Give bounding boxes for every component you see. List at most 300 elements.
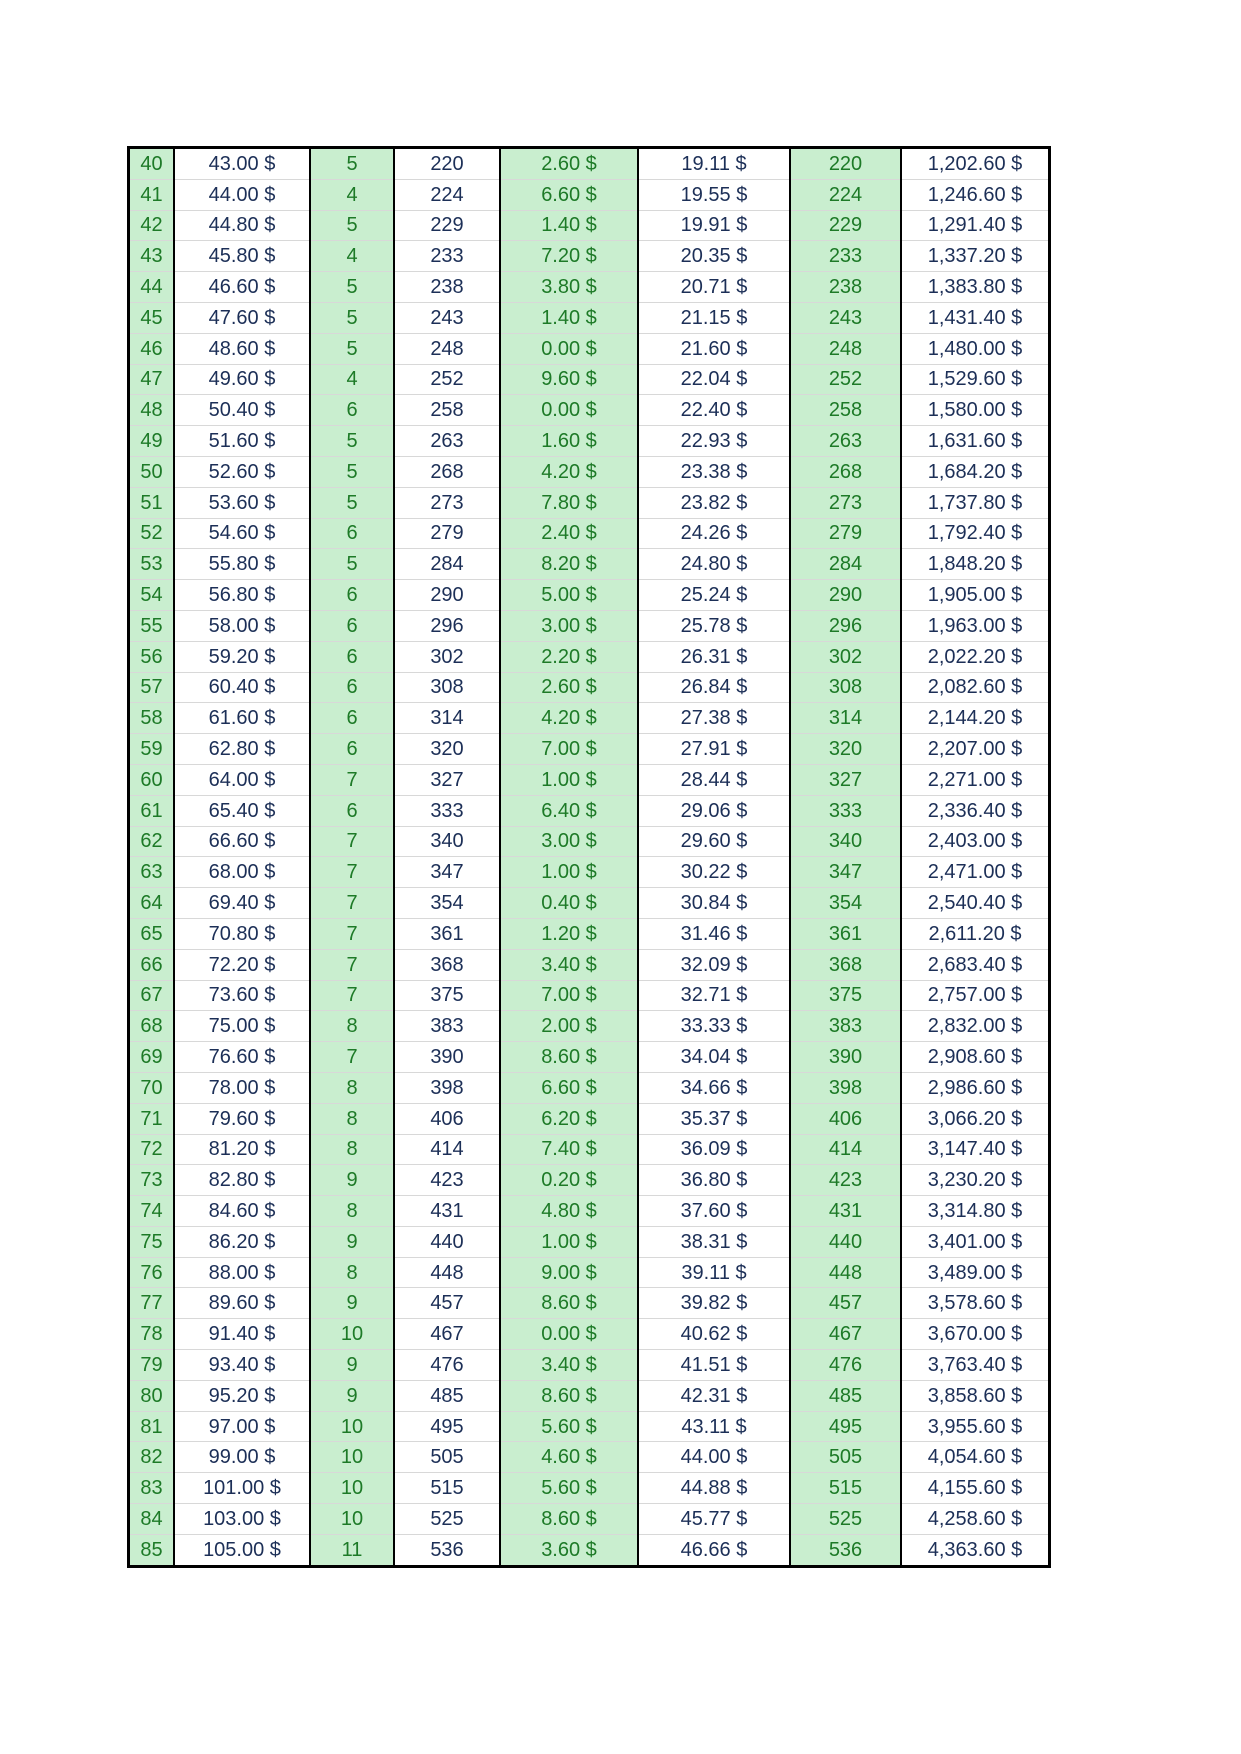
cell-qty[interactable]: 11 — [310, 1534, 394, 1566]
cell-row-number[interactable]: 50 — [129, 456, 175, 487]
cell-row-number[interactable]: 73 — [129, 1165, 175, 1196]
cell-count-b[interactable]: 268 — [790, 456, 901, 487]
cell-row-number[interactable]: 59 — [129, 734, 175, 765]
cell-total[interactable]: 4,155.60 $ — [901, 1473, 1050, 1504]
cell-qty[interactable]: 5 — [310, 487, 394, 518]
cell-price[interactable]: 91.40 $ — [174, 1319, 310, 1350]
cell-row-number[interactable]: 68 — [129, 1011, 175, 1042]
cell-unit-cost[interactable]: 27.91 $ — [638, 734, 790, 765]
cell-total[interactable]: 3,578.60 $ — [901, 1288, 1050, 1319]
cell-count-a[interactable]: 476 — [394, 1350, 500, 1381]
cell-price[interactable]: 64.00 $ — [174, 764, 310, 795]
cell-unit-cost[interactable]: 22.04 $ — [638, 364, 790, 395]
cell-qty[interactable]: 5 — [310, 426, 394, 457]
cell-unit-cost[interactable]: 32.71 $ — [638, 980, 790, 1011]
cell-remainder[interactable]: 3.40 $ — [500, 1350, 638, 1381]
cell-unit-cost[interactable]: 39.82 $ — [638, 1288, 790, 1319]
cell-qty[interactable]: 8 — [310, 1134, 394, 1165]
cell-row-number[interactable]: 72 — [129, 1134, 175, 1165]
cell-count-b[interactable]: 258 — [790, 395, 901, 426]
cell-count-b[interactable]: 273 — [790, 487, 901, 518]
cell-qty[interactable]: 6 — [310, 734, 394, 765]
cell-unit-cost[interactable]: 43.11 $ — [638, 1411, 790, 1442]
cell-count-b[interactable]: 515 — [790, 1473, 901, 1504]
cell-count-b[interactable]: 224 — [790, 179, 901, 210]
cell-count-b[interactable]: 327 — [790, 764, 901, 795]
cell-count-a[interactable]: 243 — [394, 302, 500, 333]
cell-qty[interactable]: 10 — [310, 1319, 394, 1350]
cell-price[interactable]: 49.60 $ — [174, 364, 310, 395]
cell-total[interactable]: 1,905.00 $ — [901, 580, 1050, 611]
cell-remainder[interactable]: 8.60 $ — [500, 1042, 638, 1073]
cell-unit-cost[interactable]: 20.35 $ — [638, 241, 790, 272]
cell-qty[interactable]: 6 — [310, 610, 394, 641]
cell-remainder[interactable]: 8.60 $ — [500, 1288, 638, 1319]
cell-count-b[interactable]: 229 — [790, 210, 901, 241]
cell-unit-cost[interactable]: 33.33 $ — [638, 1011, 790, 1042]
cell-row-number[interactable]: 51 — [129, 487, 175, 518]
cell-row-number[interactable]: 46 — [129, 333, 175, 364]
cell-count-a[interactable]: 302 — [394, 641, 500, 672]
cell-remainder[interactable]: 1.60 $ — [500, 426, 638, 457]
cell-count-b[interactable]: 354 — [790, 888, 901, 919]
cell-qty[interactable]: 4 — [310, 179, 394, 210]
cell-count-b[interactable]: 238 — [790, 272, 901, 303]
cell-count-a[interactable]: 505 — [394, 1442, 500, 1473]
cell-total[interactable]: 1,383.80 $ — [901, 272, 1050, 303]
cell-remainder[interactable]: 7.40 $ — [500, 1134, 638, 1165]
cell-row-number[interactable]: 54 — [129, 580, 175, 611]
cell-row-number[interactable]: 60 — [129, 764, 175, 795]
cell-count-a[interactable]: 258 — [394, 395, 500, 426]
cell-count-b[interactable]: 320 — [790, 734, 901, 765]
cell-price[interactable]: 88.00 $ — [174, 1257, 310, 1288]
cell-qty[interactable]: 4 — [310, 241, 394, 272]
cell-total[interactable]: 1,737.80 $ — [901, 487, 1050, 518]
cell-count-a[interactable]: 314 — [394, 703, 500, 734]
cell-qty[interactable]: 10 — [310, 1473, 394, 1504]
cell-unit-cost[interactable]: 31.46 $ — [638, 918, 790, 949]
cell-price[interactable]: 65.40 $ — [174, 795, 310, 826]
cell-row-number[interactable]: 57 — [129, 672, 175, 703]
cell-price[interactable]: 69.40 $ — [174, 888, 310, 919]
cell-remainder[interactable]: 9.60 $ — [500, 364, 638, 395]
cell-count-a[interactable]: 414 — [394, 1134, 500, 1165]
cell-count-a[interactable]: 233 — [394, 241, 500, 272]
cell-remainder[interactable]: 2.20 $ — [500, 641, 638, 672]
cell-unit-cost[interactable]: 45.77 $ — [638, 1504, 790, 1535]
cell-unit-cost[interactable]: 23.38 $ — [638, 456, 790, 487]
cell-price[interactable]: 48.60 $ — [174, 333, 310, 364]
cell-price[interactable]: 93.40 $ — [174, 1350, 310, 1381]
cell-count-a[interactable]: 290 — [394, 580, 500, 611]
cell-count-b[interactable]: 243 — [790, 302, 901, 333]
cell-remainder[interactable]: 5.60 $ — [500, 1411, 638, 1442]
cell-row-number[interactable]: 52 — [129, 518, 175, 549]
cell-unit-cost[interactable]: 36.09 $ — [638, 1134, 790, 1165]
cell-row-number[interactable]: 71 — [129, 1103, 175, 1134]
cell-count-a[interactable]: 485 — [394, 1380, 500, 1411]
cell-qty[interactable]: 10 — [310, 1411, 394, 1442]
cell-qty[interactable]: 10 — [310, 1504, 394, 1535]
cell-qty[interactable]: 5 — [310, 210, 394, 241]
cell-count-b[interactable]: 220 — [790, 148, 901, 180]
cell-total[interactable]: 1,337.20 $ — [901, 241, 1050, 272]
cell-count-a[interactable]: 525 — [394, 1504, 500, 1535]
cell-remainder[interactable]: 2.40 $ — [500, 518, 638, 549]
cell-count-a[interactable]: 340 — [394, 826, 500, 857]
cell-count-a[interactable]: 495 — [394, 1411, 500, 1442]
cell-remainder[interactable]: 0.00 $ — [500, 1319, 638, 1350]
cell-count-a[interactable]: 279 — [394, 518, 500, 549]
cell-unit-cost[interactable]: 21.15 $ — [638, 302, 790, 333]
cell-count-a[interactable]: 361 — [394, 918, 500, 949]
cell-qty[interactable]: 7 — [310, 918, 394, 949]
cell-total[interactable]: 2,471.00 $ — [901, 857, 1050, 888]
cell-remainder[interactable]: 1.40 $ — [500, 210, 638, 241]
cell-qty[interactable]: 5 — [310, 549, 394, 580]
cell-unit-cost[interactable]: 20.71 $ — [638, 272, 790, 303]
cell-unit-cost[interactable]: 25.24 $ — [638, 580, 790, 611]
cell-unit-cost[interactable]: 19.91 $ — [638, 210, 790, 241]
cell-count-b[interactable]: 279 — [790, 518, 901, 549]
cell-price[interactable]: 97.00 $ — [174, 1411, 310, 1442]
cell-remainder[interactable]: 6.20 $ — [500, 1103, 638, 1134]
cell-count-b[interactable]: 431 — [790, 1196, 901, 1227]
cell-total[interactable]: 2,832.00 $ — [901, 1011, 1050, 1042]
cell-count-b[interactable]: 308 — [790, 672, 901, 703]
cell-unit-cost[interactable]: 26.84 $ — [638, 672, 790, 703]
cell-remainder[interactable]: 4.80 $ — [500, 1196, 638, 1227]
cell-count-a[interactable]: 406 — [394, 1103, 500, 1134]
cell-row-number[interactable]: 45 — [129, 302, 175, 333]
cell-count-b[interactable]: 440 — [790, 1226, 901, 1257]
cell-price[interactable]: 46.60 $ — [174, 272, 310, 303]
cell-unit-cost[interactable]: 25.78 $ — [638, 610, 790, 641]
cell-row-number[interactable]: 53 — [129, 549, 175, 580]
cell-row-number[interactable]: 76 — [129, 1257, 175, 1288]
cell-remainder[interactable]: 0.40 $ — [500, 888, 638, 919]
cell-row-number[interactable]: 77 — [129, 1288, 175, 1319]
cell-price[interactable]: 47.60 $ — [174, 302, 310, 333]
cell-unit-cost[interactable]: 34.66 $ — [638, 1072, 790, 1103]
cell-total[interactable]: 3,763.40 $ — [901, 1350, 1050, 1381]
cell-qty[interactable]: 9 — [310, 1226, 394, 1257]
cell-unit-cost[interactable]: 34.04 $ — [638, 1042, 790, 1073]
cell-price[interactable]: 56.80 $ — [174, 580, 310, 611]
cell-remainder[interactable]: 7.20 $ — [500, 241, 638, 272]
cell-unit-cost[interactable]: 22.93 $ — [638, 426, 790, 457]
cell-count-b[interactable]: 423 — [790, 1165, 901, 1196]
cell-unit-cost[interactable]: 35.37 $ — [638, 1103, 790, 1134]
cell-count-a[interactable]: 383 — [394, 1011, 500, 1042]
cell-count-b[interactable]: 296 — [790, 610, 901, 641]
cell-total[interactable]: 1,631.60 $ — [901, 426, 1050, 457]
cell-price[interactable]: 45.80 $ — [174, 241, 310, 272]
cell-row-number[interactable]: 79 — [129, 1350, 175, 1381]
cell-total[interactable]: 2,611.20 $ — [901, 918, 1050, 949]
cell-total[interactable]: 4,363.60 $ — [901, 1534, 1050, 1566]
cell-unit-cost[interactable]: 41.51 $ — [638, 1350, 790, 1381]
cell-unit-cost[interactable]: 40.62 $ — [638, 1319, 790, 1350]
cell-total[interactable]: 2,022.20 $ — [901, 641, 1050, 672]
cell-remainder[interactable]: 3.60 $ — [500, 1534, 638, 1566]
cell-row-number[interactable]: 42 — [129, 210, 175, 241]
cell-count-a[interactable]: 220 — [394, 148, 500, 180]
cell-price[interactable]: 44.00 $ — [174, 179, 310, 210]
cell-qty[interactable]: 5 — [310, 456, 394, 487]
cell-remainder[interactable]: 6.40 $ — [500, 795, 638, 826]
cell-total[interactable]: 2,207.00 $ — [901, 734, 1050, 765]
cell-count-b[interactable]: 414 — [790, 1134, 901, 1165]
cell-count-b[interactable]: 333 — [790, 795, 901, 826]
cell-total[interactable]: 1,480.00 $ — [901, 333, 1050, 364]
cell-remainder[interactable]: 0.00 $ — [500, 395, 638, 426]
cell-unit-cost[interactable]: 22.40 $ — [638, 395, 790, 426]
cell-total[interactable]: 1,431.40 $ — [901, 302, 1050, 333]
cell-row-number[interactable]: 67 — [129, 980, 175, 1011]
cell-remainder[interactable]: 3.80 $ — [500, 272, 638, 303]
cell-row-number[interactable]: 41 — [129, 179, 175, 210]
cell-price[interactable]: 78.00 $ — [174, 1072, 310, 1103]
cell-count-a[interactable]: 320 — [394, 734, 500, 765]
cell-row-number[interactable]: 80 — [129, 1380, 175, 1411]
cell-count-b[interactable]: 525 — [790, 1504, 901, 1535]
cell-unit-cost[interactable]: 46.66 $ — [638, 1534, 790, 1566]
cell-count-b[interactable]: 398 — [790, 1072, 901, 1103]
cell-qty[interactable]: 7 — [310, 1042, 394, 1073]
cell-total[interactable]: 1,848.20 $ — [901, 549, 1050, 580]
cell-count-b[interactable]: 536 — [790, 1534, 901, 1566]
cell-row-number[interactable]: 63 — [129, 857, 175, 888]
cell-total[interactable]: 4,258.60 $ — [901, 1504, 1050, 1535]
cell-count-b[interactable]: 290 — [790, 580, 901, 611]
cell-total[interactable]: 3,489.00 $ — [901, 1257, 1050, 1288]
cell-qty[interactable]: 8 — [310, 1257, 394, 1288]
cell-total[interactable]: 3,230.20 $ — [901, 1165, 1050, 1196]
cell-qty[interactable]: 6 — [310, 580, 394, 611]
cell-count-b[interactable]: 248 — [790, 333, 901, 364]
cell-qty[interactable]: 6 — [310, 641, 394, 672]
cell-remainder[interactable]: 1.00 $ — [500, 1226, 638, 1257]
cell-row-number[interactable]: 62 — [129, 826, 175, 857]
cell-price[interactable]: 59.20 $ — [174, 641, 310, 672]
cell-unit-cost[interactable]: 27.38 $ — [638, 703, 790, 734]
cell-remainder[interactable]: 8.20 $ — [500, 549, 638, 580]
cell-qty[interactable]: 5 — [310, 333, 394, 364]
cell-price[interactable]: 75.00 $ — [174, 1011, 310, 1042]
cell-row-number[interactable]: 66 — [129, 949, 175, 980]
cell-count-a[interactable]: 515 — [394, 1473, 500, 1504]
cell-remainder[interactable]: 1.20 $ — [500, 918, 638, 949]
cell-count-a[interactable]: 284 — [394, 549, 500, 580]
cell-row-number[interactable]: 47 — [129, 364, 175, 395]
cell-remainder[interactable]: 4.20 $ — [500, 703, 638, 734]
cell-remainder[interactable]: 2.00 $ — [500, 1011, 638, 1042]
cell-total[interactable]: 4,054.60 $ — [901, 1442, 1050, 1473]
cell-price[interactable]: 62.80 $ — [174, 734, 310, 765]
cell-count-b[interactable]: 375 — [790, 980, 901, 1011]
cell-total[interactable]: 1,792.40 $ — [901, 518, 1050, 549]
cell-total[interactable]: 3,858.60 $ — [901, 1380, 1050, 1411]
cell-count-a[interactable]: 423 — [394, 1165, 500, 1196]
cell-price[interactable]: 84.60 $ — [174, 1196, 310, 1227]
cell-row-number[interactable]: 58 — [129, 703, 175, 734]
cell-total[interactable]: 2,683.40 $ — [901, 949, 1050, 980]
cell-total[interactable]: 3,401.00 $ — [901, 1226, 1050, 1257]
cell-price[interactable]: 54.60 $ — [174, 518, 310, 549]
cell-remainder[interactable]: 4.20 $ — [500, 456, 638, 487]
cell-remainder[interactable]: 2.60 $ — [500, 672, 638, 703]
cell-total[interactable]: 1,291.40 $ — [901, 210, 1050, 241]
cell-qty[interactable]: 5 — [310, 272, 394, 303]
cell-price[interactable]: 51.60 $ — [174, 426, 310, 457]
cell-price[interactable]: 105.00 $ — [174, 1534, 310, 1566]
cell-count-a[interactable]: 296 — [394, 610, 500, 641]
cell-price[interactable]: 95.20 $ — [174, 1380, 310, 1411]
cell-price[interactable]: 101.00 $ — [174, 1473, 310, 1504]
cell-unit-cost[interactable]: 42.31 $ — [638, 1380, 790, 1411]
cell-price[interactable]: 72.20 $ — [174, 949, 310, 980]
cell-total[interactable]: 2,986.60 $ — [901, 1072, 1050, 1103]
cell-count-b[interactable]: 467 — [790, 1319, 901, 1350]
cell-row-number[interactable]: 55 — [129, 610, 175, 641]
cell-count-a[interactable]: 457 — [394, 1288, 500, 1319]
cell-row-number[interactable]: 70 — [129, 1072, 175, 1103]
cell-price[interactable]: 81.20 $ — [174, 1134, 310, 1165]
cell-row-number[interactable]: 81 — [129, 1411, 175, 1442]
cell-count-b[interactable]: 233 — [790, 241, 901, 272]
cell-unit-cost[interactable]: 36.80 $ — [638, 1165, 790, 1196]
cell-qty[interactable]: 10 — [310, 1442, 394, 1473]
cell-count-b[interactable]: 495 — [790, 1411, 901, 1442]
cell-row-number[interactable]: 84 — [129, 1504, 175, 1535]
cell-price[interactable]: 76.60 $ — [174, 1042, 310, 1073]
cell-count-a[interactable]: 536 — [394, 1534, 500, 1566]
cell-count-b[interactable]: 390 — [790, 1042, 901, 1073]
cell-price[interactable]: 44.80 $ — [174, 210, 310, 241]
cell-count-a[interactable]: 440 — [394, 1226, 500, 1257]
cell-price[interactable]: 53.60 $ — [174, 487, 310, 518]
cell-price[interactable]: 50.40 $ — [174, 395, 310, 426]
cell-total[interactable]: 3,955.60 $ — [901, 1411, 1050, 1442]
cell-count-b[interactable]: 383 — [790, 1011, 901, 1042]
cell-row-number[interactable]: 48 — [129, 395, 175, 426]
cell-count-a[interactable]: 273 — [394, 487, 500, 518]
cell-unit-cost[interactable]: 29.06 $ — [638, 795, 790, 826]
cell-count-a[interactable]: 390 — [394, 1042, 500, 1073]
cell-price[interactable]: 55.80 $ — [174, 549, 310, 580]
cell-qty[interactable]: 9 — [310, 1165, 394, 1196]
cell-qty[interactable]: 7 — [310, 980, 394, 1011]
cell-count-a[interactable]: 431 — [394, 1196, 500, 1227]
cell-count-b[interactable]: 406 — [790, 1103, 901, 1134]
cell-count-b[interactable]: 284 — [790, 549, 901, 580]
cell-row-number[interactable]: 83 — [129, 1473, 175, 1504]
cell-remainder[interactable]: 5.00 $ — [500, 580, 638, 611]
cell-price[interactable]: 70.80 $ — [174, 918, 310, 949]
cell-count-a[interactable]: 375 — [394, 980, 500, 1011]
cell-count-a[interactable]: 448 — [394, 1257, 500, 1288]
cell-qty[interactable]: 7 — [310, 888, 394, 919]
cell-remainder[interactable]: 0.20 $ — [500, 1165, 638, 1196]
cell-qty[interactable]: 8 — [310, 1011, 394, 1042]
cell-qty[interactable]: 9 — [310, 1350, 394, 1381]
cell-count-a[interactable]: 467 — [394, 1319, 500, 1350]
cell-qty[interactable]: 8 — [310, 1072, 394, 1103]
cell-count-b[interactable]: 457 — [790, 1288, 901, 1319]
cell-qty[interactable]: 4 — [310, 364, 394, 395]
cell-remainder[interactable]: 1.00 $ — [500, 764, 638, 795]
cell-count-a[interactable]: 333 — [394, 795, 500, 826]
cell-count-a[interactable]: 229 — [394, 210, 500, 241]
cell-total[interactable]: 2,540.40 $ — [901, 888, 1050, 919]
cell-qty[interactable]: 5 — [310, 148, 394, 180]
cell-unit-cost[interactable]: 30.84 $ — [638, 888, 790, 919]
cell-total[interactable]: 3,314.80 $ — [901, 1196, 1050, 1227]
cell-qty[interactable]: 6 — [310, 395, 394, 426]
cell-row-number[interactable]: 61 — [129, 795, 175, 826]
cell-remainder[interactable]: 0.00 $ — [500, 333, 638, 364]
cell-unit-cost[interactable]: 32.09 $ — [638, 949, 790, 980]
cell-remainder[interactable]: 7.00 $ — [500, 734, 638, 765]
cell-price[interactable]: 60.40 $ — [174, 672, 310, 703]
cell-count-a[interactable]: 252 — [394, 364, 500, 395]
cell-count-b[interactable]: 448 — [790, 1257, 901, 1288]
cell-row-number[interactable]: 69 — [129, 1042, 175, 1073]
cell-remainder[interactable]: 6.60 $ — [500, 1072, 638, 1103]
cell-remainder[interactable]: 8.60 $ — [500, 1380, 638, 1411]
cell-count-a[interactable]: 263 — [394, 426, 500, 457]
cell-unit-cost[interactable]: 28.44 $ — [638, 764, 790, 795]
cell-row-number[interactable]: 64 — [129, 888, 175, 919]
cell-price[interactable]: 86.20 $ — [174, 1226, 310, 1257]
cell-remainder[interactable]: 2.60 $ — [500, 148, 638, 180]
cell-price[interactable]: 68.00 $ — [174, 857, 310, 888]
cell-count-b[interactable]: 361 — [790, 918, 901, 949]
cell-row-number[interactable]: 65 — [129, 918, 175, 949]
cell-unit-cost[interactable]: 37.60 $ — [638, 1196, 790, 1227]
cell-unit-cost[interactable]: 23.82 $ — [638, 487, 790, 518]
cell-remainder[interactable]: 1.40 $ — [500, 302, 638, 333]
cell-remainder[interactable]: 9.00 $ — [500, 1257, 638, 1288]
cell-qty[interactable]: 6 — [310, 795, 394, 826]
cell-remainder[interactable]: 7.00 $ — [500, 980, 638, 1011]
cell-row-number[interactable]: 43 — [129, 241, 175, 272]
cell-remainder[interactable]: 6.60 $ — [500, 179, 638, 210]
cell-total[interactable]: 1,684.20 $ — [901, 456, 1050, 487]
cell-count-b[interactable]: 302 — [790, 641, 901, 672]
cell-count-a[interactable]: 327 — [394, 764, 500, 795]
cell-count-a[interactable]: 308 — [394, 672, 500, 703]
cell-count-a[interactable]: 268 — [394, 456, 500, 487]
cell-qty[interactable]: 7 — [310, 857, 394, 888]
cell-count-a[interactable]: 368 — [394, 949, 500, 980]
cell-row-number[interactable]: 85 — [129, 1534, 175, 1566]
cell-qty[interactable]: 6 — [310, 703, 394, 734]
cell-qty[interactable]: 7 — [310, 949, 394, 980]
cell-total[interactable]: 2,757.00 $ — [901, 980, 1050, 1011]
cell-count-b[interactable]: 314 — [790, 703, 901, 734]
cell-total[interactable]: 1,246.60 $ — [901, 179, 1050, 210]
cell-row-number[interactable]: 82 — [129, 1442, 175, 1473]
cell-price[interactable]: 99.00 $ — [174, 1442, 310, 1473]
cell-total[interactable]: 1,529.60 $ — [901, 364, 1050, 395]
cell-count-a[interactable]: 224 — [394, 179, 500, 210]
cell-row-number[interactable]: 75 — [129, 1226, 175, 1257]
cell-total[interactable]: 1,202.60 $ — [901, 148, 1050, 180]
cell-count-b[interactable]: 485 — [790, 1380, 901, 1411]
